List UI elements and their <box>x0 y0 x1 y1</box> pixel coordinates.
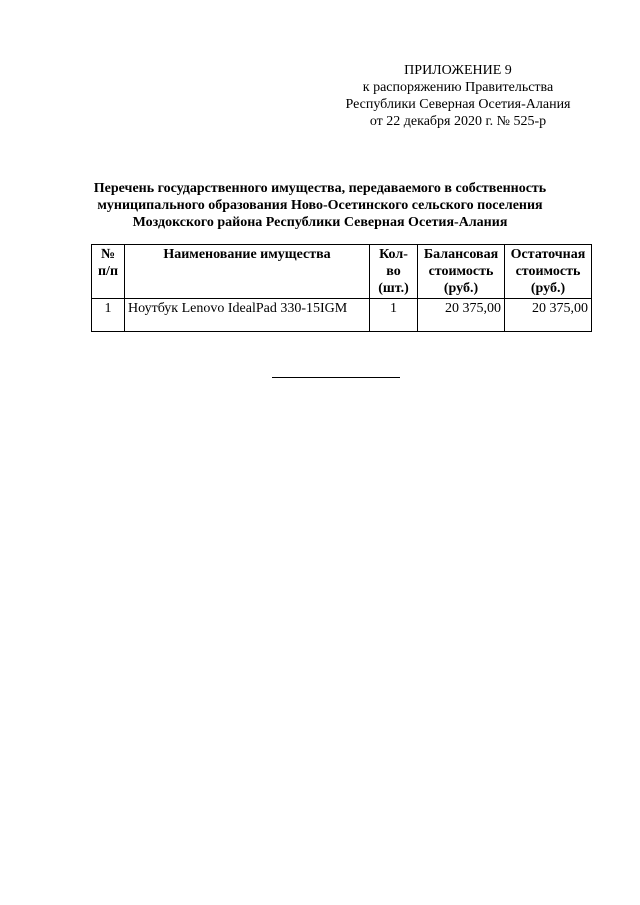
appendix-label: ПРИЛОЖЕНИЕ 9 <box>404 63 512 78</box>
property-table <box>91 244 592 332</box>
table-row <box>92 299 592 332</box>
table-header-row <box>92 245 592 299</box>
appendix-header <box>300 62 616 130</box>
appendix-government-name: Республики Северная Осетия-Алания <box>345 97 571 112</box>
cell-number: 1 <box>92 299 125 332</box>
cell-name: Ноутбук Lenovo IdealPad 330-15IGM <box>125 299 370 332</box>
title-line-2: муниципального образования Ново-Осетинского сельского поселения <box>97 198 543 213</box>
cell-balance-value: 20 375,00 <box>418 299 505 332</box>
document-title <box>40 180 600 231</box>
cell-quantity: 1 <box>370 299 418 332</box>
header-balance-value: Балансовая стоимость (руб.) <box>418 245 505 299</box>
header-residual-value: Остаточная стоимость (руб.) <box>505 245 592 299</box>
header-quantity: Кол- во (шт.) <box>370 245 418 299</box>
header-name: Наименование имущества <box>125 245 370 299</box>
appendix-order-reference: к распоряжению Правительства <box>362 80 554 95</box>
title-line-1: Перечень государственного имущества, передаваемого в собственность <box>93 181 547 196</box>
closing-divider <box>272 377 400 378</box>
appendix-date-number: от 22 декабря 2020 г. № 525-р <box>369 114 547 129</box>
cell-residual-value: 20 375,00 <box>505 299 592 332</box>
header-number: № п/п <box>92 245 125 299</box>
title-line-3: Моздокского района Республики Северная Осетия-Алания <box>132 215 508 230</box>
